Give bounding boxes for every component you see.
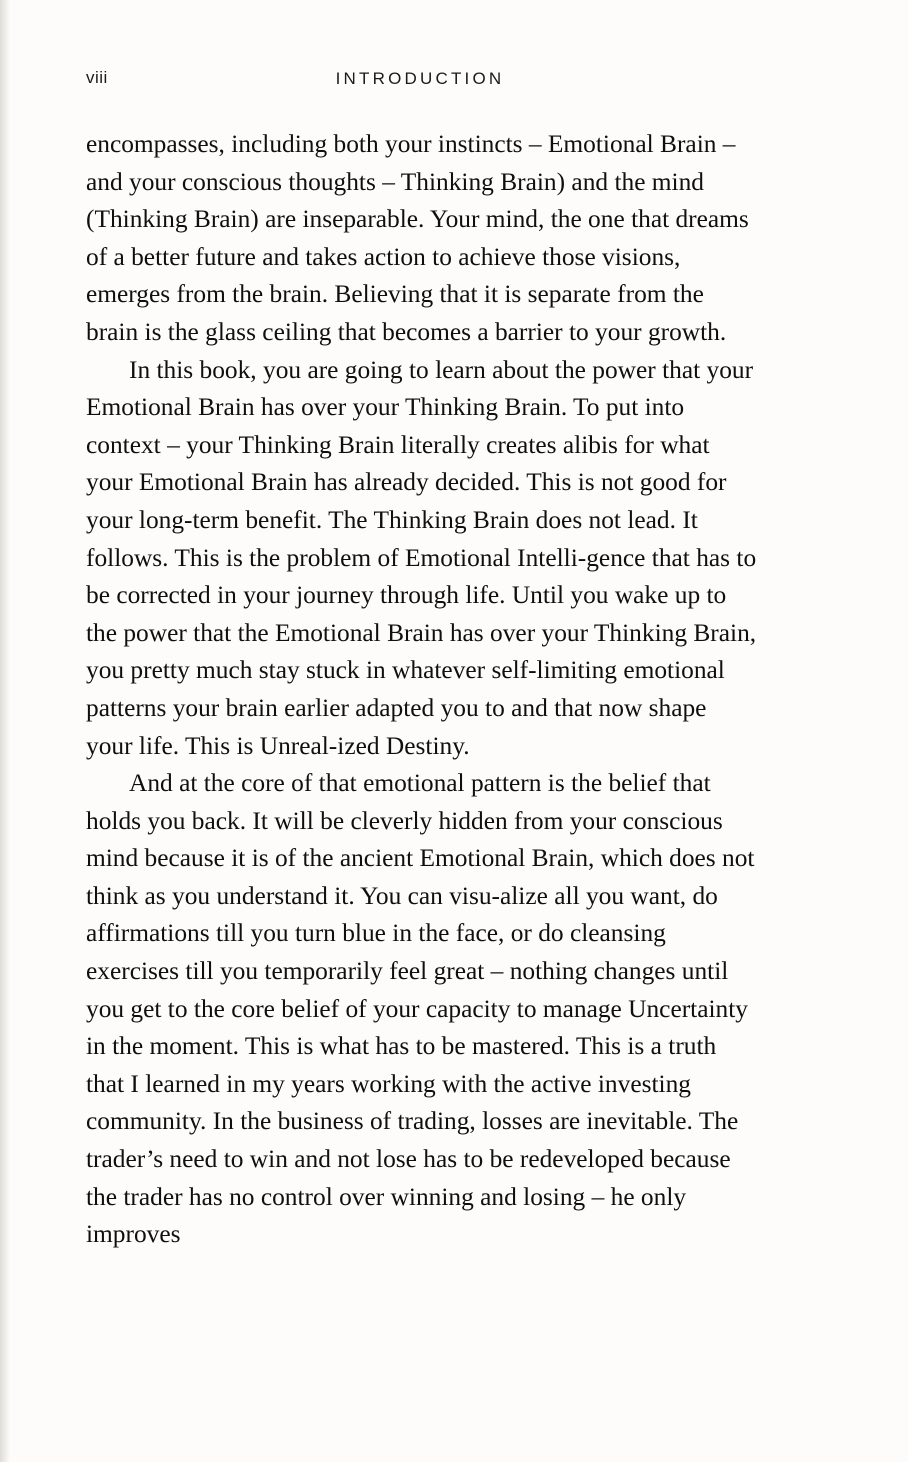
page-header [86, 68, 754, 98]
paragraph: In this book, you are going to learn about the power that your Emotional Brain has over your Thinking Brain. To put into context – your Thinking Brain literally creates alibis for what your Emotional Brain has already decided. This is not good for your long-term benefit. The Thinking Brain does not lead. It follows. This is the problem of Emotional Intelli-gence that has to be corrected in your journey through life. Until you wake up to the power that the Emotional Brain has over your Thinking Brain, you pretty much stay stuck in whatever self-limiting emotional patterns your brain earlier adapted you to and that now shape your life. This is Unreal-ized Destiny. [86, 355, 757, 760]
body-text [86, 126, 758, 1254]
paragraph: And at the core of that emotional pattern is the belief that holds you back. It will be cleverly hidden from your conscious mind because it is of the ancient Emotional Brain, which does not think as you understand it. You can visu-alize all you want, do affirmations till you turn blue in the face, or do cleansing exercises till you temporarily feel great – nothing changes until you get to the core belief of your capacity to manage Uncertainty in the moment. This is what has to be mastered. This is a truth that I learned in my years working with the active investing community. In the business of trading, losses are inevitable. The trader’s need to win and not lose has to be redeveloped because the trader has no control over winning and losing – he only improves [86, 769, 755, 1249]
paragraph: encompasses, including both your instincts – Emotional Brain – and your conscious thoughts – Thinking Brain) and the mind (Thinking Brain) are inseparable. Your mind, the one that dreams of a better future and takes action to achieve those visions, emerges from the brain. Believing that it is separate from the brain is the glass ceiling that becomes a barrier to your growth. [86, 130, 749, 346]
page-number: viii [86, 68, 108, 87]
running-head: INTRODUCTION [335, 69, 505, 88]
page-edge-shadow [0, 0, 10, 1462]
